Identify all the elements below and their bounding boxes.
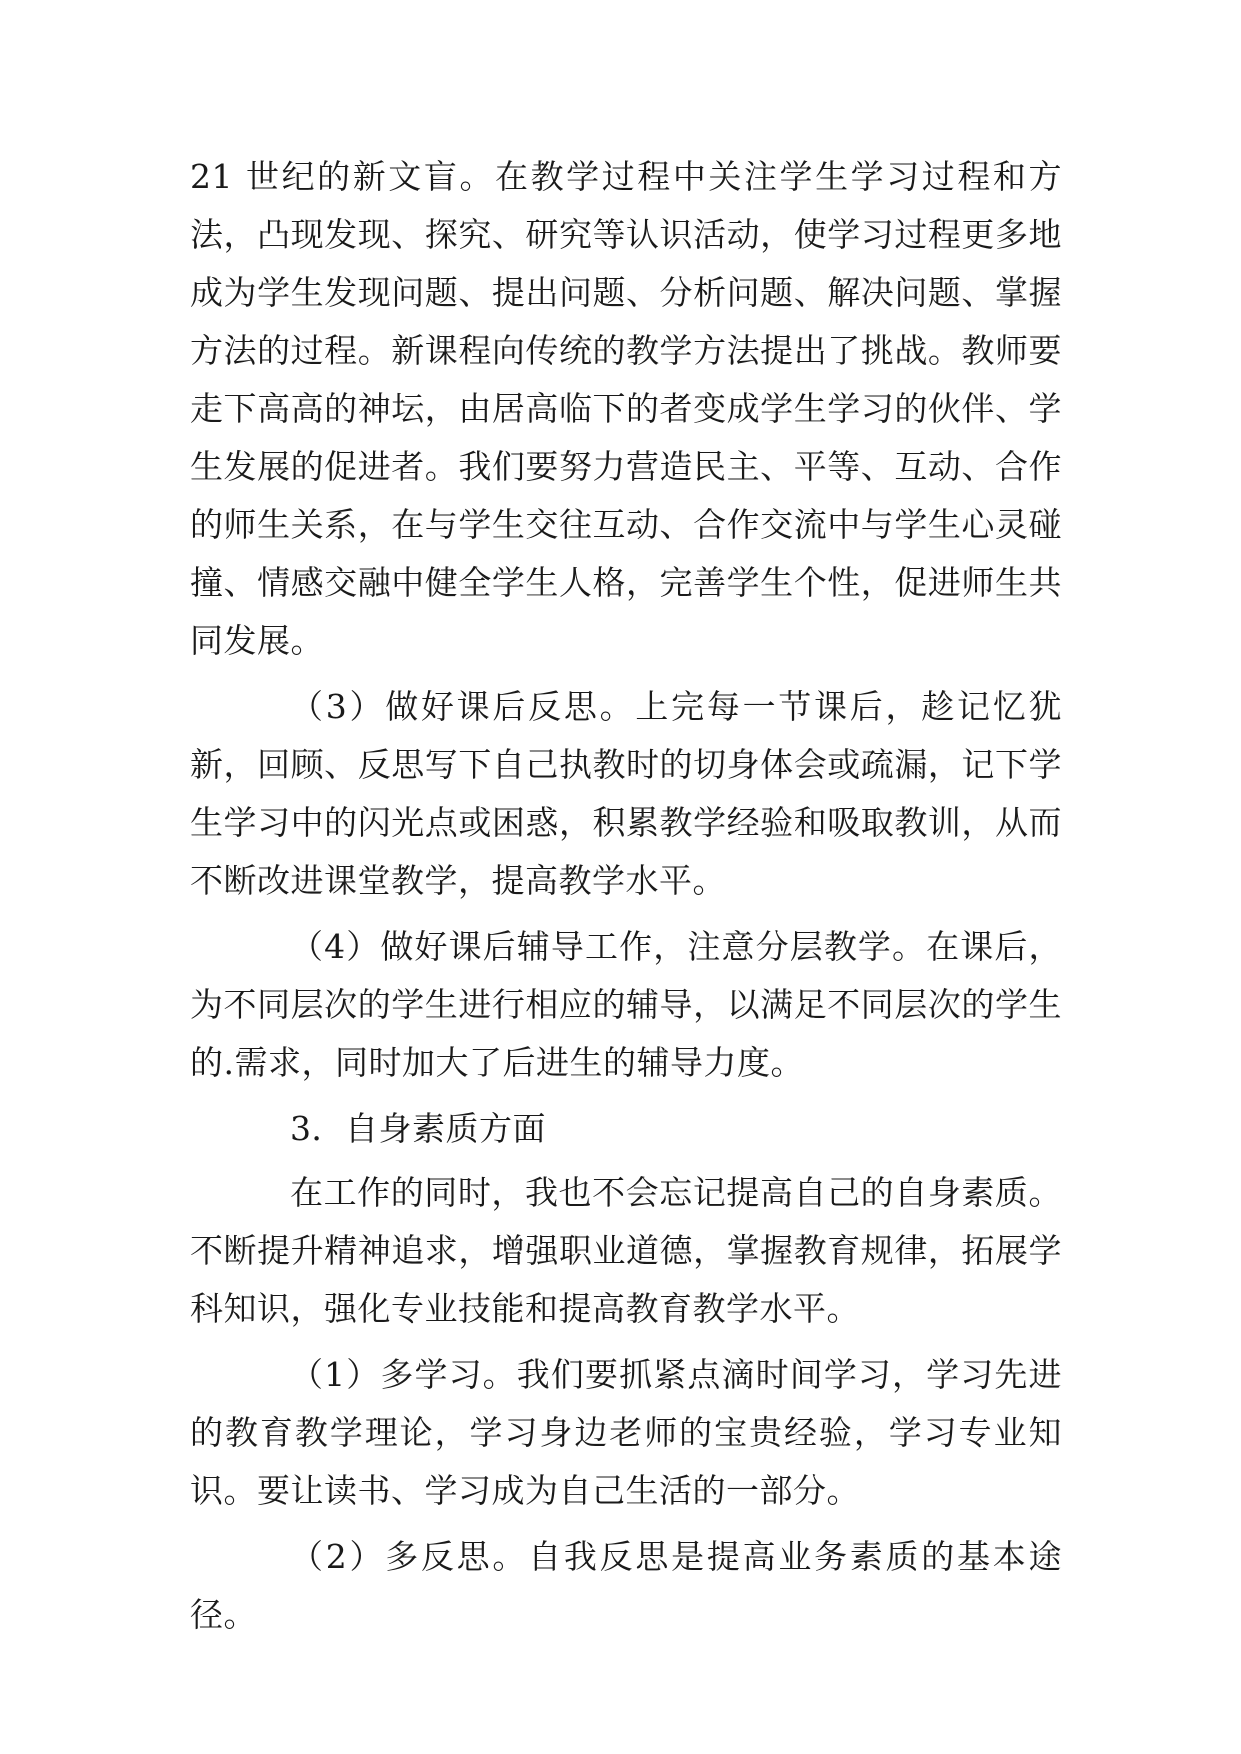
paragraph-item-3: （3）做好课后反思。上完每一节课后，趁记忆犹新，回顾、反思写下自己执教时的切身体会或疏漏，记下学生学习中的闪光点或困惑，积累教学经验和吸取教训，从而不断改进课堂教学，提高教学水平。 — [190, 687, 1062, 900]
paragraph-item-2: （2）多反思。自我反思是提高业务素质的基本途径。 — [190, 1537, 1062, 1634]
paragraph-section-intro: 在工作的同时，我也不会忘记提高自己的自身素质。不断提升精神追求，增强职业道德，掌握教育规律，拓展学科知识，强化专业技能和提高教育教学水平。 — [190, 1173, 1062, 1328]
document-body — [190, 148, 1062, 1652]
section-heading: 3．自身素质方面 — [290, 1109, 546, 1148]
paragraph-item-1: （1）多学习。我们要抓紧点滴时间学习，学习先进的教育教学理论，学习身边老师的宝贵经验，学习专业知识。要让读书、学习成为自己生活的一部分。 — [190, 1355, 1062, 1510]
paragraph-item-4: （4）做好课后辅导工作，注意分层教学。在课后，为不同层次的学生进行相应的辅导，以满足不同层次的学生的.需求，同时加大了后进生的辅导力度。 — [190, 927, 1062, 1082]
paragraph-continuation: 21 世纪的新文盲。在教学过程中关注学生学习过程和方法，凸现发现、探究、研究等认识活动，使学习过程更多地成为学生发现问题、提出问题、分析问题、解决问题、掌握方法的过程。新课程向传统的教学方法提出了挑战。教师要走下高高的神坛，由居高临下的者变成学生学习的伙伴、学生发展的促进者。我们要努力营造民主、平等、互动、合作的师生关系，在与学生交往互动、合作交流中与学生心灵碰撞、情感交融中健全学生人格，完善学生个性，促进师生共同发展。 — [190, 157, 1062, 660]
